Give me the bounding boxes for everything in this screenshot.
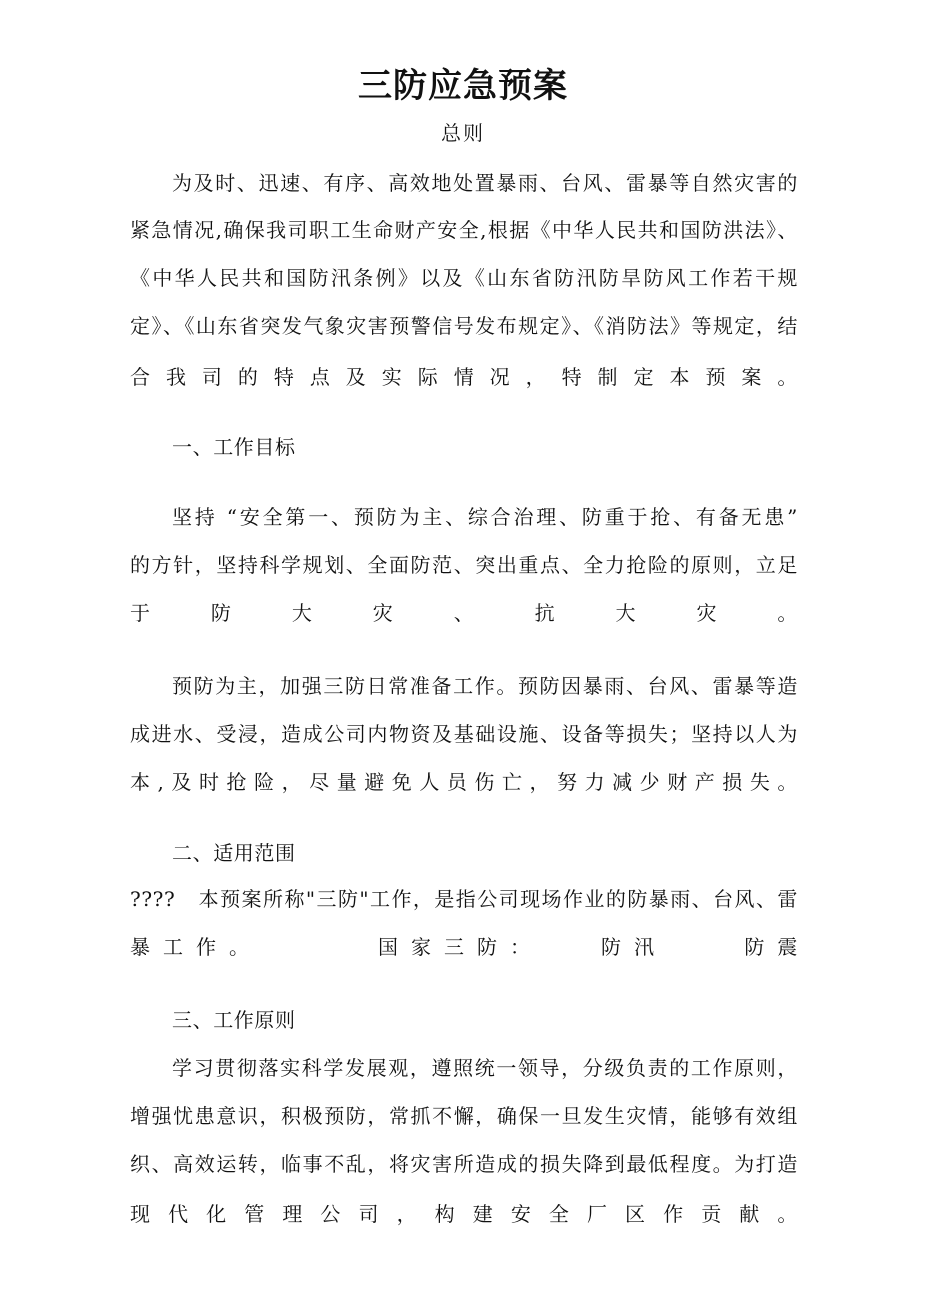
intro-line: 合我司的特点及实际情况，特制定本预案。 xyxy=(130,365,798,389)
paragraph-line: 暴工作。 国家三防： 防汛 防震 xyxy=(130,935,798,959)
paragraph-line: 成进水、受浸，造成公司内物资及基础设施、设备等损失；坚持以人为 xyxy=(130,722,798,746)
paragraph-line: 增强忧患意识，积极预防，常抓不懈，确保一旦发生灾情，能够有效组 xyxy=(130,1104,798,1128)
paragraph-line: 学习贯彻落实科学发展观，遵照统一领导，分级负责的工作原则， xyxy=(172,1056,798,1080)
section-heading: 二、适用范围 xyxy=(172,841,296,865)
document-subtitle: 总则 xyxy=(441,121,485,145)
paragraph-line: 织、高效运转，临事不乱，将灾害所造成的损失降到最低程度。为打造 xyxy=(130,1152,798,1176)
document-title: 三防应急预案 xyxy=(358,66,568,106)
paragraph-line: 的方针，坚持科学规划、全面防范、突出重点、全力抢险的原则，立足 xyxy=(130,553,798,577)
paragraph-line: 现代化管理公司，构建安全厂区作贡献。 xyxy=(130,1202,798,1226)
intro-line: 《中华人民共和国防汛条例》以及《山东省防汛防旱防风工作若干规 xyxy=(130,266,798,290)
intro-line: 定》、《山东省突发气象灾害预警信号发布规定》、《消防法》等规定，结 xyxy=(130,314,798,338)
paragraph-line: 预防为主，加强三防日常准备工作。预防因暴雨、台风、雷暴等造 xyxy=(172,674,798,698)
paragraph-line: 于防大灾、抗大灾。 xyxy=(130,601,798,625)
intro-line: 紧急情况,确保我司职工生命财产安全,根据《中华人民共和国防洪法》、 xyxy=(130,218,798,242)
paragraph-line: ???? 本预案所称"三防"工作，是指公司现场作业的防暴雨、台风、雷 xyxy=(130,887,798,911)
section-heading: 三、工作原则 xyxy=(172,1008,296,1032)
paragraph-line: 坚持 “安全第一、预防为主、综合治理、防重于抢、有备无患” xyxy=(172,505,798,529)
paragraph-line: 本,及时抢险，尽量避免人员伤亡，努力减少财产损失。 xyxy=(130,770,798,794)
intro-line: 为及时、迅速、有序、高效地处置暴雨、台风、雷暴等自然灾害的 xyxy=(172,171,798,195)
section-heading: 一、工作目标 xyxy=(172,435,296,459)
